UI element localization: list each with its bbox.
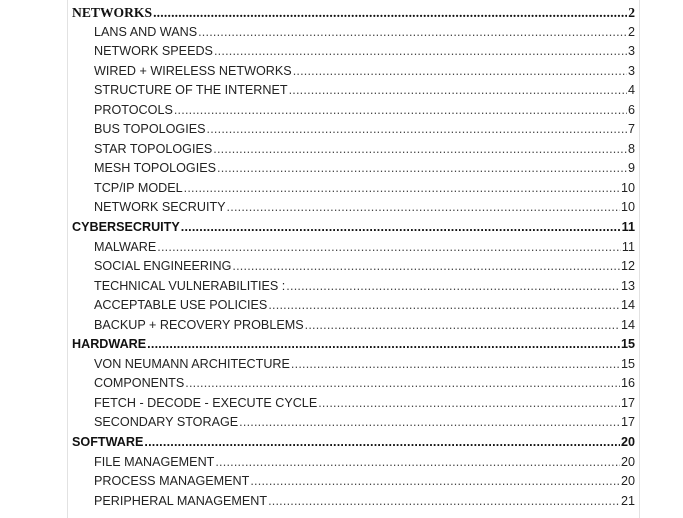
toc-subsection[interactable] bbox=[72, 374, 637, 394]
dot-leader bbox=[291, 355, 620, 375]
toc-entry-title: SECONDARY STORAGE bbox=[94, 415, 239, 430]
toc-subsection[interactable] bbox=[72, 81, 637, 101]
toc-entry-title: CYBERSECRUITY bbox=[72, 220, 180, 235]
toc-subsection[interactable] bbox=[72, 394, 637, 414]
dot-leader bbox=[227, 198, 620, 218]
dot-leader bbox=[198, 23, 627, 43]
toc-entry-title: NETWORK SECRUITY bbox=[94, 200, 226, 215]
toc-entry-title: BUS TOPOLOGIES bbox=[94, 122, 206, 137]
toc-section-heading[interactable] bbox=[72, 218, 637, 238]
toc-entry-page-number: 3 bbox=[627, 44, 635, 59]
dot-leader bbox=[174, 101, 627, 121]
dot-leader bbox=[305, 316, 620, 336]
toc-entry-page-number: 15 bbox=[620, 337, 635, 352]
toc-entry-title: MALWARE bbox=[94, 239, 157, 254]
toc-entry-page-number: 14 bbox=[620, 298, 635, 313]
toc-entry-title: VON NEUMANN ARCHITECTURE bbox=[94, 356, 290, 371]
toc-subsection[interactable] bbox=[72, 42, 637, 62]
toc-section-heading[interactable] bbox=[72, 335, 637, 355]
table-of-contents bbox=[72, 3, 637, 511]
dot-leader bbox=[268, 296, 620, 316]
dot-leader bbox=[213, 140, 627, 160]
toc-subsection[interactable] bbox=[72, 198, 637, 218]
toc-entry-title: NETWORK SPEEDS bbox=[94, 44, 213, 59]
toc-entry-page-number: 11 bbox=[621, 239, 635, 254]
toc-entry-page-number: 20 bbox=[620, 474, 635, 489]
toc-entry-page-number: 20 bbox=[620, 454, 635, 469]
toc-subsection[interactable] bbox=[72, 179, 637, 199]
dot-leader bbox=[144, 433, 620, 453]
toc-entry-title: MESH TOPOLOGIES bbox=[94, 161, 217, 176]
toc-entry-title: ACCEPTABLE USE POLICIES bbox=[94, 298, 268, 313]
toc-subsection[interactable] bbox=[72, 120, 637, 140]
dot-leader bbox=[318, 394, 620, 414]
toc-entry-title: STAR TOPOLOGIES bbox=[94, 141, 213, 156]
toc-subsection[interactable] bbox=[72, 140, 637, 160]
dot-leader bbox=[181, 218, 621, 238]
toc-subsection[interactable] bbox=[72, 492, 637, 512]
toc-entry-page-number: 13 bbox=[620, 278, 635, 293]
toc-entry-title: WIRED + WIRELESS NETWORKS bbox=[94, 63, 292, 78]
toc-subsection[interactable] bbox=[72, 355, 637, 375]
toc-subsection[interactable] bbox=[72, 316, 637, 336]
dot-leader bbox=[153, 3, 627, 23]
toc-entry-title: NETWORKS bbox=[72, 5, 153, 20]
dot-leader bbox=[250, 472, 620, 492]
dot-leader bbox=[268, 492, 620, 512]
dot-leader bbox=[184, 179, 620, 199]
toc-entry-page-number: 8 bbox=[627, 141, 635, 156]
toc-entry-page-number: 4 bbox=[627, 83, 635, 98]
toc-entry-page-number: 6 bbox=[627, 102, 635, 117]
toc-entry-title: LANS AND WANS bbox=[94, 24, 198, 39]
toc-subsection[interactable] bbox=[72, 23, 637, 43]
dot-leader bbox=[157, 238, 621, 258]
toc-entry-page-number: 12 bbox=[620, 259, 635, 274]
toc-subsection[interactable] bbox=[72, 472, 637, 492]
dot-leader bbox=[289, 81, 627, 101]
dot-leader bbox=[286, 277, 620, 297]
toc-entry-title: FILE MANAGEMENT bbox=[94, 454, 215, 469]
toc-entry-page-number: 17 bbox=[620, 395, 635, 410]
toc-entry-title: TECHNICAL VULNERABILITIES : bbox=[94, 278, 286, 293]
toc-entry-title: SOFTWARE bbox=[72, 435, 144, 450]
toc-subsection[interactable] bbox=[72, 277, 637, 297]
toc-entry-page-number: 14 bbox=[620, 317, 635, 332]
toc-subsection[interactable] bbox=[72, 159, 637, 179]
toc-section-heading[interactable] bbox=[72, 3, 637, 23]
dot-leader bbox=[207, 120, 627, 140]
toc-entry-page-number: 15 bbox=[620, 356, 635, 371]
toc-section-heading[interactable] bbox=[72, 433, 637, 453]
toc-subsection[interactable] bbox=[72, 238, 637, 258]
toc-entry-title: TCP/IP MODEL bbox=[94, 180, 183, 195]
toc-entry-title: STRUCTURE OF THE INTERNET bbox=[94, 83, 288, 98]
dot-leader bbox=[214, 42, 627, 62]
dot-leader bbox=[217, 159, 627, 179]
toc-subsection[interactable] bbox=[72, 101, 637, 121]
toc-entry-page-number: 3 bbox=[627, 63, 635, 78]
toc-entry-page-number: 20 bbox=[620, 435, 635, 450]
dot-leader bbox=[293, 62, 627, 82]
dot-leader bbox=[232, 257, 620, 277]
toc-entry-page-number: 17 bbox=[620, 415, 635, 430]
document-page bbox=[67, 0, 640, 518]
toc-entry-title: COMPONENTS bbox=[94, 376, 185, 391]
toc-entry-page-number: 11 bbox=[621, 220, 635, 235]
toc-subsection[interactable] bbox=[72, 257, 637, 277]
toc-subsection[interactable] bbox=[72, 296, 637, 316]
toc-entry-title: HARDWARE bbox=[72, 337, 147, 352]
dot-leader bbox=[147, 335, 620, 355]
toc-entry-page-number: 9 bbox=[627, 161, 635, 176]
toc-entry-page-number: 7 bbox=[627, 122, 635, 137]
toc-entry-page-number: 2 bbox=[627, 24, 635, 39]
toc-entry-title: PROCESS MANAGEMENT bbox=[94, 474, 250, 489]
toc-subsection[interactable] bbox=[72, 413, 637, 433]
toc-entry-page-number: 21 bbox=[620, 493, 635, 508]
toc-entry-page-number: 2 bbox=[628, 5, 635, 20]
dot-leader bbox=[215, 453, 620, 473]
toc-entry-page-number: 16 bbox=[620, 376, 635, 391]
toc-entry-title: BACKUP + RECOVERY PROBLEMS bbox=[94, 317, 304, 332]
dot-leader bbox=[239, 413, 620, 433]
toc-entry-title: FETCH - DECODE - EXECUTE CYCLE bbox=[94, 395, 318, 410]
toc-entry-title: SOCIAL ENGINEERING bbox=[94, 259, 232, 274]
toc-subsection[interactable] bbox=[72, 62, 637, 82]
toc-entry-page-number: 10 bbox=[620, 200, 635, 215]
dot-leader bbox=[185, 374, 620, 394]
toc-entry-title: PROTOCOLS bbox=[94, 102, 173, 117]
toc-entry-title: PERIPHERAL MANAGEMENT bbox=[94, 493, 268, 508]
toc-subsection[interactable] bbox=[72, 453, 637, 473]
toc-entry-page-number: 10 bbox=[620, 180, 635, 195]
